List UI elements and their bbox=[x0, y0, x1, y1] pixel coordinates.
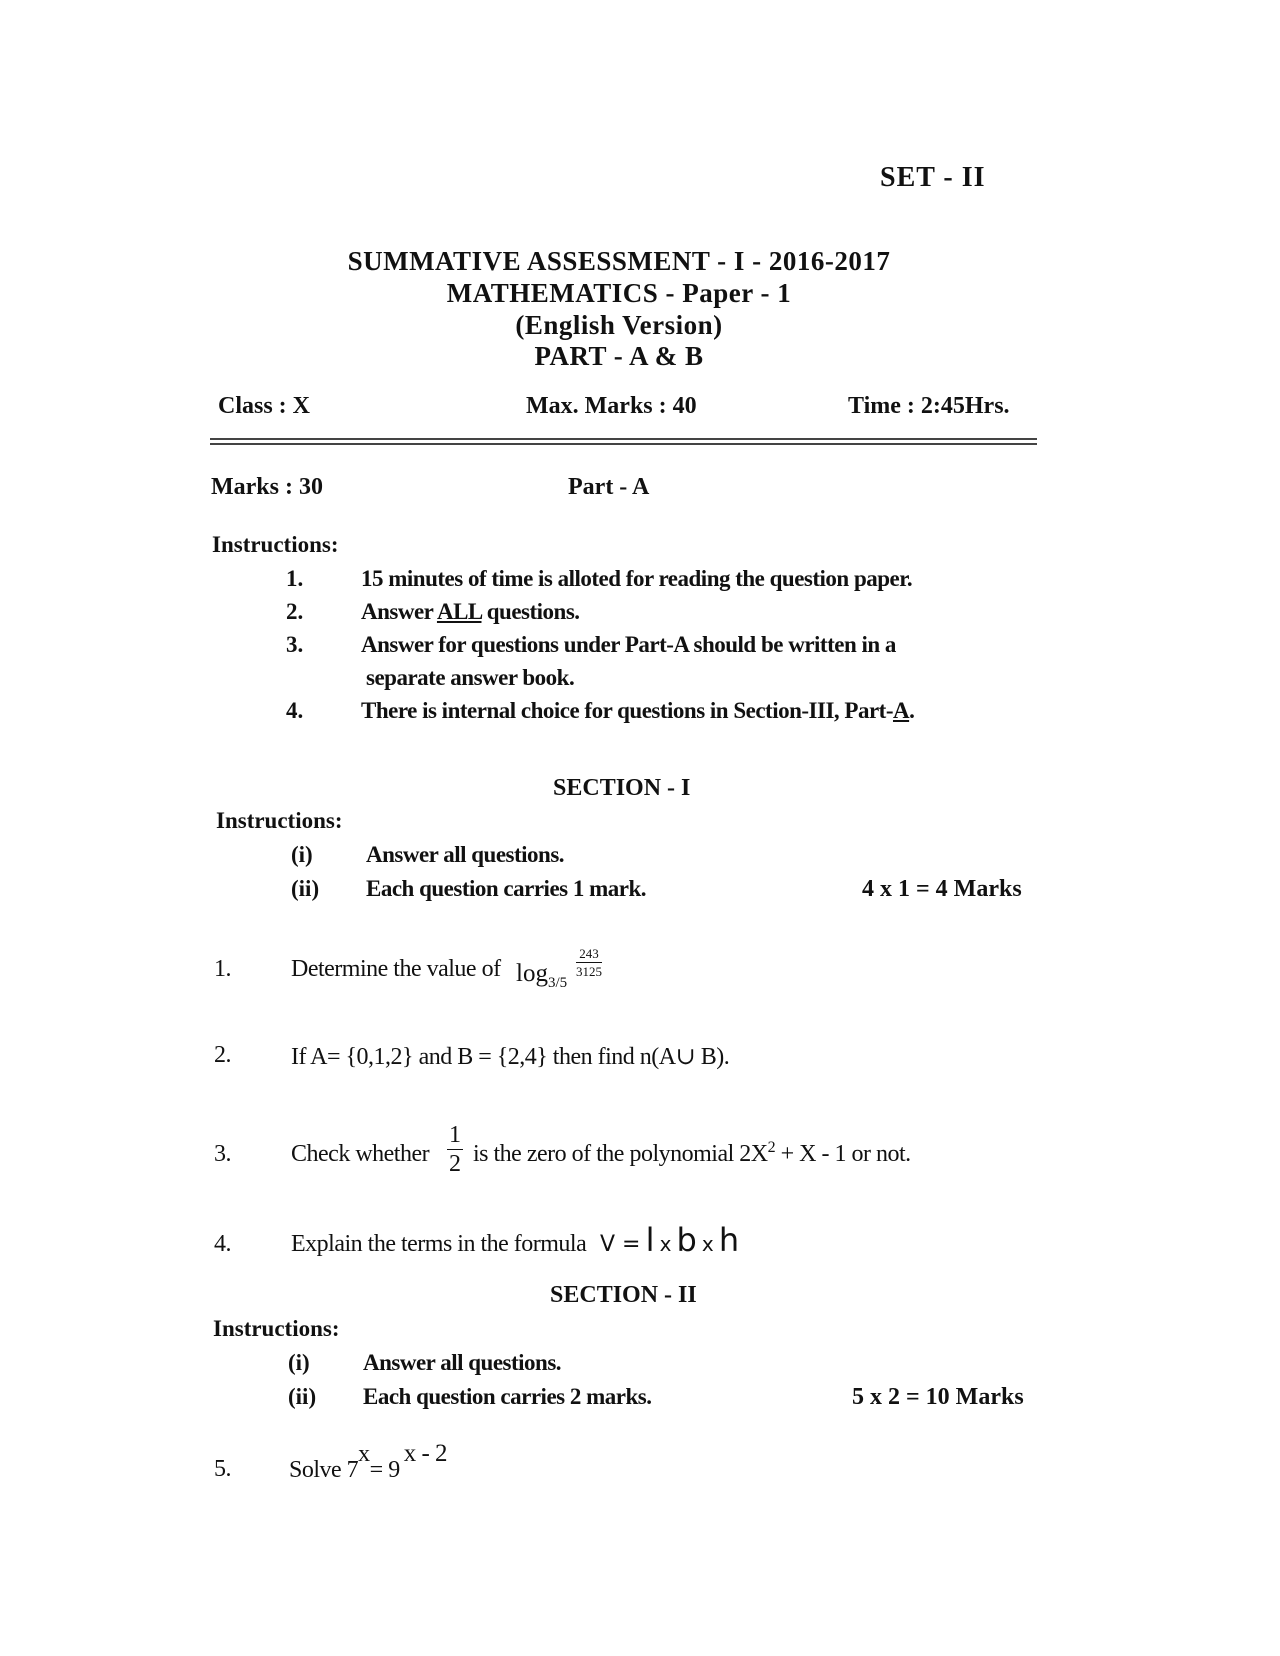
volume-formula bbox=[600, 1221, 739, 1259]
formula-times: x bbox=[701, 1232, 714, 1256]
instruction-underlined: A bbox=[892, 698, 910, 723]
equation-base-7: Solve 7 bbox=[289, 1457, 359, 1483]
question-number: 3. bbox=[214, 1141, 231, 1167]
formula-h: h bbox=[718, 1221, 740, 1259]
question-number: 2. bbox=[214, 1042, 231, 1068]
question-text: Check whether bbox=[291, 1141, 430, 1167]
formula-b: b bbox=[676, 1221, 697, 1259]
question-text: If A= {0,1,2} and B = {2,4} then find n(A∪ B). bbox=[291, 1044, 730, 1070]
instruction-text-continued: separate answer book. bbox=[366, 665, 575, 690]
instruction-underlined: ALL bbox=[436, 599, 482, 624]
set-label: SET - II bbox=[880, 162, 986, 193]
log-symbol: log bbox=[516, 960, 548, 987]
polynomial-exponent: 2 bbox=[767, 1139, 776, 1156]
formula-l: l bbox=[645, 1221, 655, 1259]
section-2-title: SECTION - II bbox=[550, 1282, 697, 1308]
exam-title: SUMMATIVE ASSESSMENT - I - 2016-2017 bbox=[347, 246, 891, 276]
instruction-number: 4. bbox=[286, 698, 304, 723]
instruction-text: Answer for questions under Part-A should be written in a bbox=[361, 632, 896, 657]
section-1-instruction-text: Answer all questions. bbox=[366, 842, 565, 867]
fraction-numerator: 1 bbox=[449, 1122, 461, 1148]
section-1-instruction-number: (i) bbox=[291, 842, 313, 867]
question-text-continued bbox=[473, 1141, 911, 1168]
section-2-marks: 5 x 2 = 10 Marks bbox=[852, 1384, 1024, 1410]
instruction-text-post: questions. bbox=[481, 599, 580, 624]
instruction-number: 3. bbox=[286, 632, 304, 657]
formula-times: x bbox=[659, 1232, 672, 1256]
part-title: PART - A & B bbox=[534, 341, 704, 371]
fraction-numerator: 243 bbox=[576, 947, 602, 963]
section-2-instruction-text: Answer all questions. bbox=[363, 1350, 562, 1375]
section-1-title: SECTION - I bbox=[553, 775, 691, 801]
instruction-text bbox=[361, 698, 914, 724]
class-label: Class : X bbox=[218, 393, 311, 419]
instruction-text-pre: There is internal choice for questions in Section-III, Part- bbox=[361, 698, 893, 723]
log-argument-fraction bbox=[576, 947, 602, 978]
instructions-heading: Instructions: bbox=[212, 532, 339, 557]
half-fraction bbox=[447, 1123, 463, 1176]
equation-equals-9: = 9 bbox=[369, 1457, 400, 1483]
fraction-denominator: 2 bbox=[449, 1151, 461, 1177]
instruction-text bbox=[361, 599, 580, 625]
instruction-text-pre: Answer bbox=[361, 599, 437, 624]
section-2-instruction-number: (ii) bbox=[288, 1384, 317, 1409]
log-expression bbox=[516, 960, 568, 991]
part-a-marks: Marks : 30 bbox=[211, 474, 323, 500]
question-number: 4. bbox=[214, 1231, 231, 1257]
instruction-text: 15 minutes of time is alloted for reading the question paper. bbox=[361, 566, 913, 591]
version-title: (English Version) bbox=[515, 310, 723, 340]
header-rule-bottom bbox=[210, 443, 1037, 445]
section-2-instruction-number: (i) bbox=[288, 1350, 310, 1375]
instruction-number: 1. bbox=[286, 566, 304, 591]
question-text: Determine the value of bbox=[291, 956, 501, 982]
section-2-instruction-text: Each question carries 2 marks. bbox=[363, 1384, 652, 1409]
formula-v: V = bbox=[600, 1232, 641, 1257]
fraction-denominator: 3125 bbox=[576, 964, 602, 979]
header-rule-top bbox=[210, 438, 1037, 440]
question-text bbox=[289, 1440, 448, 1484]
time-label: Time : 2:45Hrs. bbox=[848, 393, 1010, 419]
section-1-instruction-text: Each question carries 1 mark. bbox=[366, 876, 647, 901]
instruction-number: 2. bbox=[286, 599, 304, 624]
question-number: 1. bbox=[214, 956, 231, 982]
subject-title: MATHEMATICS - Paper - 1 bbox=[446, 278, 792, 308]
section-1-marks: 4 x 1 = 4 Marks bbox=[862, 876, 1022, 902]
section-1-instruction-number: (ii) bbox=[291, 876, 320, 901]
max-marks-label: Max. Marks : 40 bbox=[526, 393, 697, 419]
log-base: 3/5 bbox=[547, 975, 568, 991]
part-a-title: Part - A bbox=[568, 474, 650, 500]
polynomial-text: is the zero of the polynomial 2X bbox=[473, 1141, 768, 1167]
question-number: 5. bbox=[214, 1456, 231, 1482]
exponent-x-minus-2: x - 2 bbox=[403, 1440, 448, 1467]
instruction-text-post: . bbox=[909, 698, 915, 723]
section-2-instructions-heading: Instructions: bbox=[213, 1316, 340, 1341]
question-text: Explain the terms in the formula bbox=[291, 1231, 587, 1257]
polynomial-text-end: + X - 1 or not. bbox=[775, 1141, 911, 1167]
section-1-instructions-heading: Instructions: bbox=[216, 808, 343, 833]
exponent-x: x bbox=[358, 1441, 370, 1467]
